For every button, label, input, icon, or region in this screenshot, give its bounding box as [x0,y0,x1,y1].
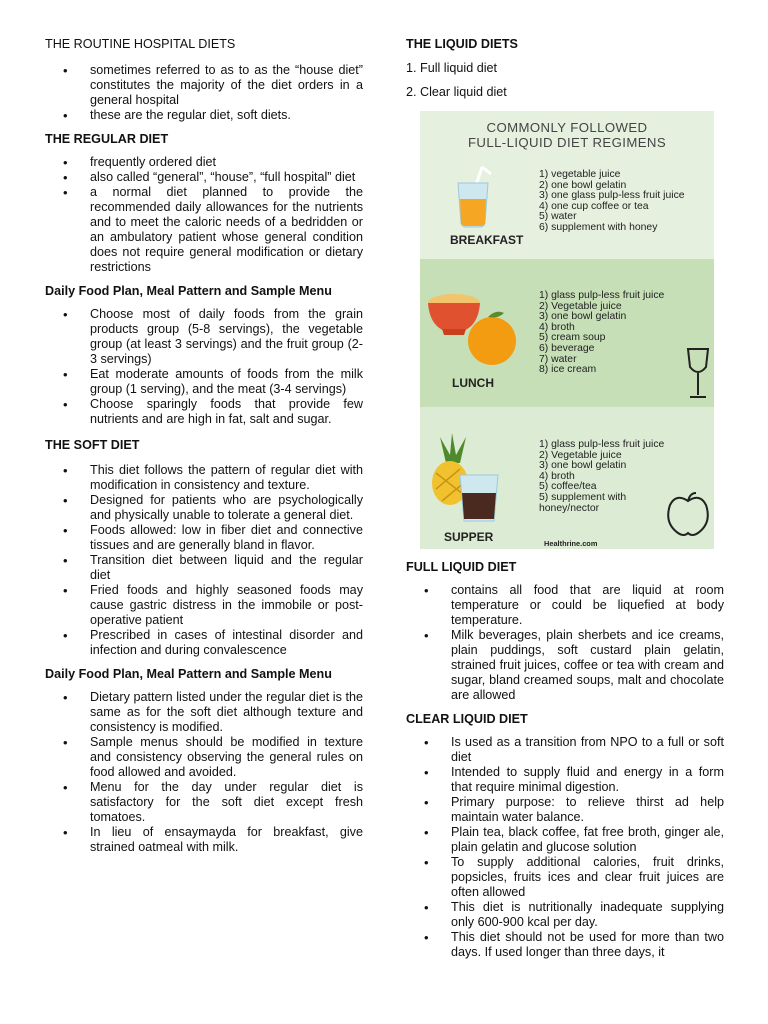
list-item: • sometimes referred to as to as the “house diet” constitutes the majority of the diet orders in a general hospital [45,63,363,108]
list-item: • Intended to supply fluid and energy in a form that require minimal digestion. [406,765,724,795]
menu-item: 3) one glass pulp-less fruit juice [539,190,685,202]
breakfast-label: BREAKFAST [450,233,524,247]
juice-glass-icon [448,165,498,229]
meal-plan-list [45,307,363,427]
menu-item: 1) glass pulp-less fruit juice [539,290,665,301]
menu-item: 4) one cup coffee or tea [539,200,649,212]
supper-label: SUPPER [444,530,494,544]
list-item: • Designed for patients who are psychologically and physically unable to tolerate a general diet. [45,493,363,523]
list-item: • Plain tea, black coffee, fat free broth, ginger ale, plain gelatin and glucose solution [406,825,724,855]
list-item: • To supply additional calories, fruit drinks, popsicles, fruits ices and clear fruit juices are often allowed [406,855,724,900]
clear-liquid-diet-list [406,735,724,960]
menu-item: 4) broth [539,470,575,482]
full-liquid-diet-list [406,583,724,703]
regular-diet-list [45,155,363,275]
menu-item: 2) one bowl gelatin [539,179,627,191]
orange-fruit-icon [466,307,520,367]
list-item: • This diet is nutritionally inadequate supplying only 600-900 kcal per day. [406,900,724,930]
liquid-diets-heading: THE LIQUID DIETS [406,37,518,51]
list-item: • these are the regular diet, soft diets. [45,108,363,123]
list-item: • Dietary pattern listed under the regular diet is the same as for the soft diet although texture and consistency is modified. [45,690,363,735]
lunch-menu [539,291,664,376]
regular-diet-heading: THE REGULAR DIET [45,132,169,146]
list-item: • Transition diet between liquid and the regular diet [45,553,363,583]
infographic-title-line2: FULL-LIQUID DIET REGIMENS [467,135,667,150]
list-item: • also called “general”, “house”, “full hospital” diet [45,170,363,185]
meal-plan-list-2 [45,690,363,855]
menu-item: 8) ice cream [539,364,597,376]
menu-item: 6) beverage [539,342,595,354]
right-column-top [406,36,724,100]
menu-item: 5) cream soup [539,332,606,344]
routine-diets-heading: THE ROUTINE HOSPITAL DIETS [45,37,236,51]
list-item: • Choose most of daily foods from the grain products group (5-8 servings), the vegetable group (at least 3 servings) and the fruit group (2-3 servings) [45,307,363,367]
menu-item: 1) vegetable juice [539,169,621,180]
list-item: • contains all food that are liquid at room temperature or could be liquefied at body temperature. [406,583,724,628]
full-liquid-diet-heading: FULL LIQUID DIET [406,560,517,574]
meal-plan-heading: Daily Food Plan, Meal Pattern and Sample Menu [45,284,332,298]
list-item: • a normal diet planned to provide the recommended daily allowances for the nutrients and to meet the caloric needs of a bedridden or an ambulatory patient whose general condition does not require general modification or dietary restrictions [45,185,363,275]
right-column-bottom [406,559,724,960]
full-liquid-regimen-infographic [420,111,714,549]
list-item: • Primary purpose: to relieve thirst ad help maintain water balance. [406,795,724,825]
list-item: • Eat moderate amounts of foods from the milk group (1 serving), and the meat (3-4 servings) [45,367,363,397]
menu-item: honey/nector [539,502,600,514]
lunch-label: LUNCH [452,376,494,390]
menu-item: 5) water [539,211,577,223]
menu-item: 3) one bowl gelatin [539,311,627,323]
list-item: • Milk beverages, plain sherbets and ice creams, plain puddings, soft custard plain gelatin, strained fruit juices, coffee or tea with cream and sugar, bland creamed soups, malt and chocolate are allowed [406,628,724,703]
meal-plan-heading-2: Daily Food Plan, Meal Pattern and Sample Menu [45,667,332,681]
list-item: • frequently ordered diet [45,155,363,170]
clear-liquid-diet-heading: CLEAR LIQUID DIET [406,712,528,726]
menu-item: 2) Vegetable juice [539,449,622,461]
menu-item: 2) Vegetable juice [539,300,622,312]
apple-icon [664,491,712,537]
infographic-credit: Healthrine.com [544,539,598,548]
list-item: • This diet should not be used for more than two days. If used longer than three days, it [406,930,724,960]
list-item: • Prescribed in cases of intestinal disorder and infection and during convalescence [45,628,363,658]
menu-item: 1) glass pulp-less fruit juice [539,439,665,450]
menu-item: 4) broth [539,321,575,333]
list-item: • Fried foods and highly seasoned foods may cause gastric distress in the immobile or post-operative patient [45,583,363,628]
list-item: • In lieu of ensaymayda for breakfast, give strained oatmeal with milk. [45,825,363,855]
list-item: • Menu for the day under regular diet is satisfactory for the soft diet except fresh tomatoes. [45,780,363,825]
routine-diets-list [45,63,363,123]
pineapple-icon [426,433,518,525]
liquid-diet-item-2: 2. Clear liquid diet [406,85,507,99]
supper-menu [539,440,664,514]
breakfast-menu [539,170,685,234]
menu-item: 6) supplement with honey [539,221,658,233]
menu-item: 5) coffee/tea [539,481,597,493]
wine-glass-icon [684,347,712,401]
list-item: • Sample menus should be modified in texture and consistency observing the general rules on food allowed and avoided. [45,735,363,780]
list-item: • This diet follows the pattern of regular diet with modification in consistency and texture. [45,463,363,493]
menu-item: 3) one bowl gelatin [539,460,627,472]
list-item: • Foods allowed: low in fiber diet and connective tissues and are generally bland in flavor. [45,523,363,553]
left-column [45,36,363,855]
soft-diet-list [45,463,363,658]
soft-diet-heading: THE SOFT DIET [45,438,140,452]
menu-item: 5) supplement with [539,491,627,503]
list-item: • Choose sparingly foods that provide few nutrients and are high in fat, salt and sugar. [45,397,363,427]
list-item: • Is used as a transition from NPO to a full or soft diet [406,735,724,765]
infographic-title-line1: COMMONLY FOLLOWED [486,120,648,135]
menu-item: 7) water [539,353,577,365]
liquid-diet-item-1: 1. Full liquid diet [406,61,498,75]
